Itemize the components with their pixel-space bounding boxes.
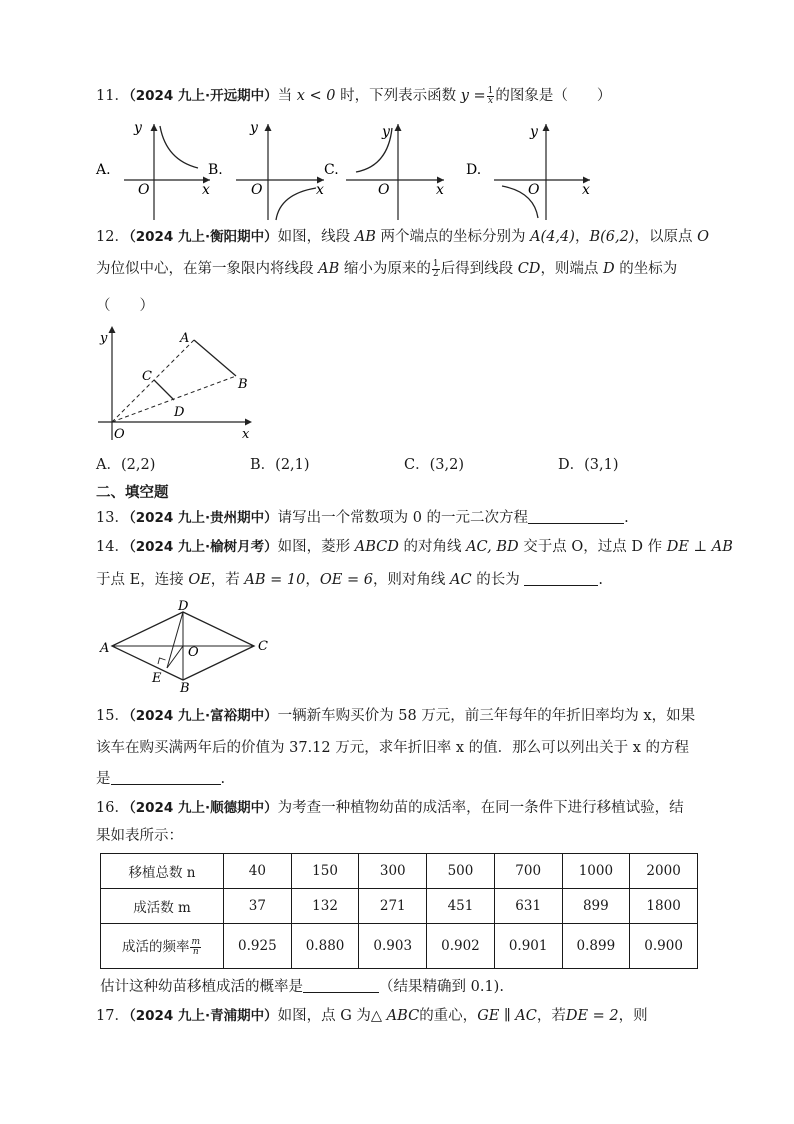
q15-source: （2024 九上·富裕期中） xyxy=(128,708,278,724)
q11-option-c-label: C. xyxy=(324,162,339,178)
svg-text:y: y xyxy=(134,120,142,136)
q11-option-b-label: B. xyxy=(208,162,223,178)
svg-text:x: x xyxy=(582,182,590,198)
svg-text:y: y xyxy=(250,120,258,136)
q13-source: （2024 九上·贵州期中） xyxy=(128,510,278,526)
svg-text:O: O xyxy=(114,427,125,442)
q14-source: （2024 九上·榆树月考） xyxy=(128,539,278,555)
q12-number: 12． xyxy=(96,229,129,245)
svg-text:B: B xyxy=(238,377,248,392)
q11-graph-options xyxy=(90,114,600,222)
q16-data-table xyxy=(100,853,698,969)
svg-text:y: y xyxy=(100,331,108,346)
svg-text:x: x xyxy=(436,182,444,198)
q13-stem: 13．（2024 九上·贵州期中）请写出一个常数项为 0 的一元二次方程 . xyxy=(96,507,629,528)
svg-text:B: B xyxy=(180,681,190,696)
q12-source: （2024 九上·衡阳期中） xyxy=(128,229,278,245)
q15-answer-blank[interactable] xyxy=(111,768,221,785)
q15-stem-line1: 15．（2024 九上·富裕期中）一辆新车购买价为 58 万元，前三年每年的年折旧率均为 x，如果 xyxy=(96,708,696,724)
svg-text:D: D xyxy=(174,405,185,420)
q11-option-b-graph[interactable] xyxy=(208,120,324,220)
table-row-frequency: 成活的频率 $\frac{m}{n}$ 0.925 0.880 0.903 0.902 0.901 0.899 0.900 xyxy=(101,924,698,969)
svg-text:x: x xyxy=(202,182,210,198)
q13-number: 13． xyxy=(96,510,129,526)
q12-option-a[interactable]: A．(2,2) xyxy=(96,457,156,473)
q14-answer-blank[interactable] xyxy=(524,569,598,586)
svg-text:C: C xyxy=(142,369,152,384)
svg-text:E: E xyxy=(152,671,162,686)
q14-rhombus-figure xyxy=(92,596,282,696)
q12-stem-line1: 12．（2024 九上·衡阳期中）如图，线段 AB 两个端点的坐标分别为 A(4,4)，B(6,2)，以原点 O xyxy=(96,229,709,245)
q12-answer-bracket: （ ） xyxy=(96,298,154,314)
svg-text:O: O xyxy=(378,182,390,198)
svg-text:x: x xyxy=(316,182,324,198)
section-fill-in-title: 二、填空题 xyxy=(96,485,169,501)
svg-text:D: D xyxy=(178,599,189,614)
q16-stem-line1: 16．（2024 九上·顺德期中）为考查一种植物幼苗的成活率，在同一条件下进行移植试验，结 xyxy=(96,800,684,816)
q15-stem-line3: 是 . xyxy=(96,768,225,789)
q11-number: 11． xyxy=(96,88,129,104)
svg-text:O: O xyxy=(251,182,263,198)
q13-answer-blank[interactable] xyxy=(528,507,624,524)
svg-text:A: A xyxy=(180,331,190,346)
q17-number: 17． xyxy=(96,1008,129,1024)
svg-text:O: O xyxy=(528,182,540,198)
q11-option-c-graph[interactable] xyxy=(324,124,444,220)
q12-option-b[interactable]: B．(2,1) xyxy=(250,457,310,473)
q14-number: 14． xyxy=(96,539,129,555)
q15-stem-line2: 该车在购买满两年后的价值为 37.12 万元，求年折旧率 x 的值．那么可以列出关于 x 的方程 xyxy=(96,740,690,756)
q17-source: （2024 九上·青浦期中） xyxy=(128,1008,278,1024)
q11-option-d-graph[interactable] xyxy=(466,124,590,220)
svg-text:O: O xyxy=(188,645,199,660)
q14-stem-line2: 于点 E，连接 OE，若 AB = 10，OE = 6，则对角线 AC 的长为 . xyxy=(96,569,603,590)
q15-number: 15． xyxy=(96,708,129,724)
q16-answer-blank[interactable] xyxy=(303,976,379,993)
q16-number: 16． xyxy=(96,800,129,816)
q14-stem-line1: 14．（2024 九上·榆树月考）如图，菱形 ABCD 的对角线 AC, BD 交于点 O，过点 D 作 DE ⊥ AB xyxy=(96,539,733,555)
q11-option-a-label: A. xyxy=(96,162,111,178)
svg-text:O: O xyxy=(138,182,150,198)
table-row-survived: 成活数 m 37 132 271 451 631 899 1800 xyxy=(101,889,698,924)
q16-stem-line2: 果如表所示： xyxy=(96,828,183,844)
svg-text:y: y xyxy=(530,124,538,140)
q11-option-a-graph[interactable] xyxy=(95,120,210,220)
q12-option-c[interactable]: C．(3,2) xyxy=(404,457,464,473)
q16-followup: 估计这种幼苗移植成活的概率是 （结果精确到 0.1). xyxy=(100,976,504,997)
q16-source: （2024 九上·顺德期中） xyxy=(128,800,278,816)
q12-option-d[interactable]: D．(3,1) xyxy=(558,457,619,473)
svg-text:A: A xyxy=(100,641,110,656)
q11-condition: x < 0 xyxy=(296,88,336,104)
q12-fraction-half: $\frac{1}{2}$ xyxy=(432,258,439,279)
q11-option-d-label: D. xyxy=(466,162,482,178)
q17-stem: 17．（2024 九上·青浦期中）如图，点 G 为△ ABC的重心，GE ∥ AC，若DE = 2，则 xyxy=(96,1008,648,1024)
svg-text:y: y xyxy=(382,124,390,140)
q11-source: （2024 九上·开远期中） xyxy=(128,88,278,104)
svg-text:C: C xyxy=(258,639,268,654)
table-row-total: 移植总数 n 40 150 300 500 700 1000 2000 xyxy=(101,854,698,889)
q12-stem-line2: 为位似中心，在第一象限内将线段 AB 缩小为原来的 $\frac{1}{2}$ 后得到线段 CD，则端点 D 的坐标为 xyxy=(96,258,678,279)
q11-stem: 11．（2024 九上·开远期中）当 x < 0 时，下列表示函数 y = $\frac{1}{x}$ 的图象是（ ） xyxy=(96,85,612,106)
q12-figure xyxy=(92,322,262,444)
svg-text:x: x xyxy=(242,427,250,442)
q11-fraction: $\frac{1}{x}$ xyxy=(487,85,494,106)
